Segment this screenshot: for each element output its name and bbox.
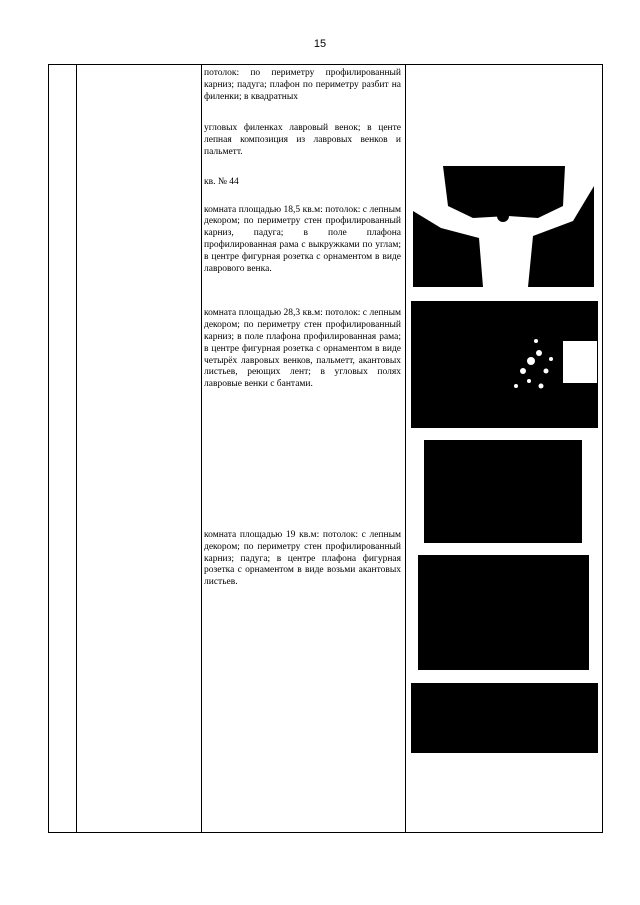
paragraph-room-18-5: комната площадью 18,5 кв.м: потолок: с лепным декором; по периметру стен профилированный карниз, падуга; в поле плафона профилированная рама с выкружками по углам; в центре фигурная розетка с орнаментом в виде лаврового венка.: [204, 204, 401, 274]
column-divider: [76, 65, 77, 832]
ceiling-photo-2: [411, 301, 598, 428]
paragraph-room-19: комната площадью 19 кв.м: потолок: с лепным декором; по периметру стен профилированный карниз; падуга; в центре плафона фигурная розетка с орнаментом в виде возьми акантовых листьев.: [204, 529, 401, 588]
paragraph-corner-panels: угловых филенках лавровый венок; в центе лепная композиция из лавровых венков и пальметт.: [204, 123, 401, 157]
paragraph-ceiling-intro: потолок: по периметру профилированный карниз; падуга; плафон по периметру разбит на филенки; в квадратных: [204, 68, 401, 102]
page-number: 15: [313, 38, 327, 50]
column-divider: [201, 65, 202, 832]
ceiling-photo-3: [424, 440, 582, 543]
ceiling-photo-4: [418, 555, 589, 670]
paragraph-room-28-3: комната площадью 28,3 кв.м: потолок: с лепным декором; по периметру стен профилированный карниз; в поле плафона профилированная рама; в центре фигурная розетка с орнаментом в виде четырёх лавровых венков, пальметт, акантовых листьев, реющих лент; в угловых полях лавровые венки с бантами.: [204, 308, 401, 390]
ceiling-photo-5: [411, 683, 598, 753]
description-column: [204, 68, 401, 589]
paragraph-apartment-number: кв. № 44: [204, 176, 239, 187]
column-divider: [405, 65, 406, 832]
ceiling-photo-1: [413, 166, 594, 287]
